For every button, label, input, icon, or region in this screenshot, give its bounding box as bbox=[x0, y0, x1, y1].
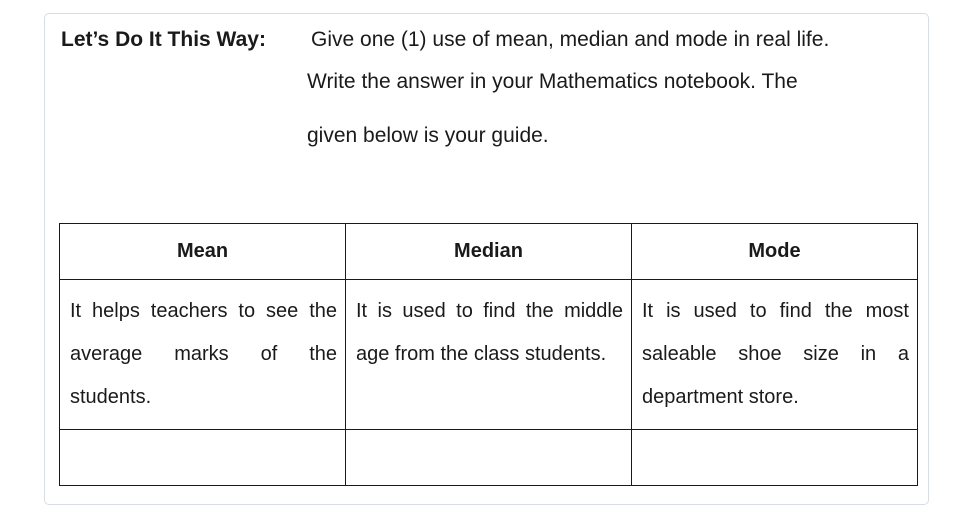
instruction-line-2: Write the answer in your Mathematics notebook. The bbox=[307, 70, 798, 93]
cell-mode-answer bbox=[632, 430, 918, 486]
header-mean: Mean bbox=[60, 224, 346, 280]
cell-median-example: It is used to find the middle age from the class students. bbox=[346, 280, 632, 430]
guide-table bbox=[59, 223, 918, 486]
table-row bbox=[60, 280, 918, 430]
header-median: Median bbox=[346, 224, 632, 280]
table-header-row bbox=[60, 224, 918, 280]
cell-mean-example: It helps teachers to see the average marks of the students. bbox=[60, 280, 346, 430]
instruction-line-3: given below is your guide. bbox=[307, 124, 549, 147]
header-mode: Mode bbox=[632, 224, 918, 280]
activity-label: Let’s Do It This Way: bbox=[61, 28, 266, 51]
instruction-line-1: Give one (1) use of mean, median and mode in real life. bbox=[311, 28, 830, 51]
cell-mode-example: It is used to find the most saleable shoe size in a department store. bbox=[632, 280, 918, 430]
table-row bbox=[60, 430, 918, 486]
cell-mean-answer bbox=[60, 430, 346, 486]
cell-median-answer bbox=[346, 430, 632, 486]
